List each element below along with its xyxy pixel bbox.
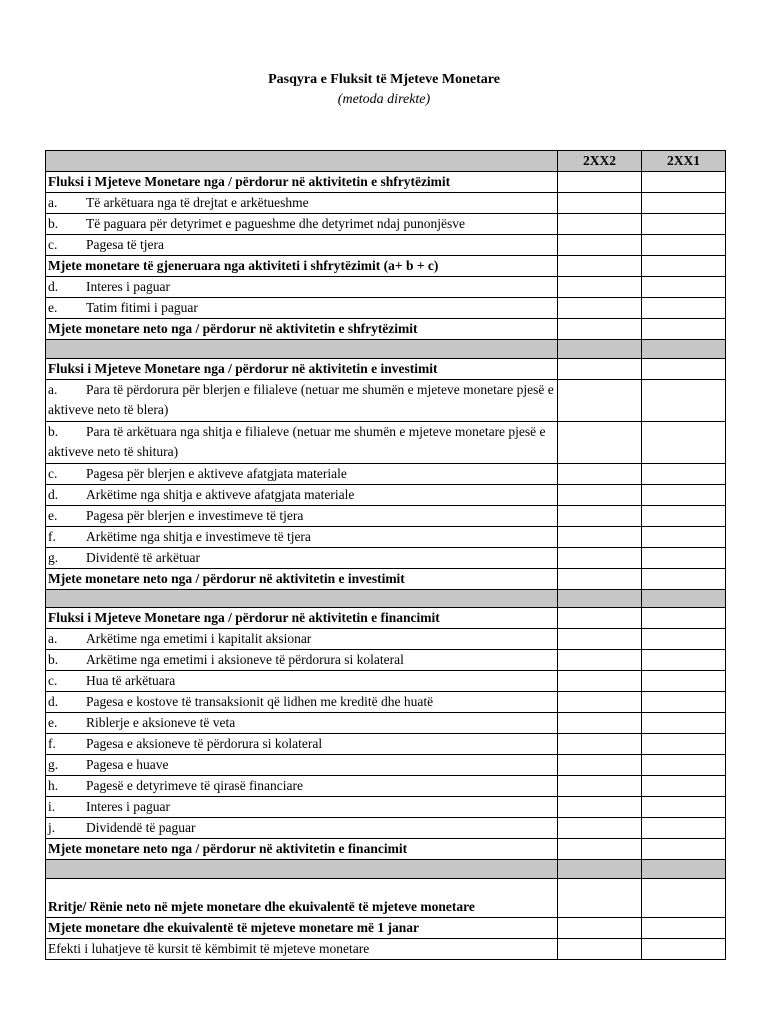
table-row — [46, 608, 726, 629]
table-row — [46, 526, 726, 547]
value-cell-2xx1[interactable] — [642, 484, 726, 505]
value-cell-2xx1[interactable] — [642, 818, 726, 839]
value-cell-2xx2[interactable] — [558, 193, 642, 214]
table-row — [46, 797, 726, 818]
value-cell-2xx1[interactable] — [642, 755, 726, 776]
value-cell-2xx2[interactable] — [558, 776, 642, 797]
value-cell-2xx2[interactable] — [558, 340, 642, 359]
row-letter: f. — [48, 528, 56, 544]
value-cell-2xx2[interactable] — [558, 797, 642, 818]
row-letter: f. — [48, 736, 56, 751]
table-row — [46, 358, 726, 379]
row-label — [46, 340, 558, 359]
row-text: Pagesë e detyrimeve të qirasë financiare — [86, 778, 304, 793]
value-cell-2xx2[interactable] — [558, 526, 642, 547]
row-text: Hua të arkëtuara — [86, 673, 176, 688]
row-text: Tatim fitimi i paguar — [86, 300, 198, 315]
value-cell-2xx1[interactable] — [642, 650, 726, 671]
value-cell-2xx1[interactable] — [642, 358, 726, 379]
value-cell-2xx1[interactable] — [642, 463, 726, 484]
table-row — [46, 256, 726, 277]
cash-flow-table — [45, 150, 726, 960]
value-cell-2xx2[interactable] — [558, 505, 642, 526]
value-cell-2xx1[interactable] — [642, 692, 726, 713]
value-cell-2xx2[interactable] — [558, 713, 642, 734]
row-text: Para të arkëtuara nga shitja e filialeve (netuar me shumën e mjeteve monetare pjesë e aktiveve neto të shitura) — [48, 423, 546, 459]
table-row — [46, 547, 726, 568]
row-label — [46, 589, 558, 608]
row-label — [46, 526, 558, 547]
row-label — [46, 484, 558, 505]
value-cell-2xx2[interactable] — [558, 298, 642, 319]
value-cell-2xx1[interactable] — [642, 256, 726, 277]
value-cell-2xx2[interactable] — [558, 755, 642, 776]
row-label — [46, 734, 558, 755]
value-cell-2xx2[interactable] — [558, 319, 642, 340]
table-row — [46, 421, 726, 463]
row-text: Riblerje e aksioneve të veta — [86, 715, 236, 730]
row-text: Mjete monetare neto nga / përdorur në aktivitetin e financimit — [48, 841, 408, 856]
row-label — [46, 421, 558, 463]
row-text: Interes i paguar — [86, 279, 170, 294]
value-cell-2xx1[interactable] — [642, 505, 726, 526]
value-cell-2xx2[interactable] — [558, 235, 642, 256]
value-cell-2xx1[interactable] — [642, 172, 726, 193]
row-text: Të paguara për detyrimet e pagueshme dhe detyrimet ndaj punonjësve — [86, 216, 465, 231]
row-label — [46, 568, 558, 589]
row-label — [46, 547, 558, 568]
value-cell-2xx2[interactable] — [558, 917, 642, 938]
value-cell-2xx1[interactable] — [642, 214, 726, 235]
separator-row — [46, 340, 726, 359]
row-letter: c. — [48, 237, 58, 252]
row-letter: b. — [48, 216, 59, 231]
table-row — [46, 193, 726, 214]
value-cell-2xx1[interactable] — [642, 860, 726, 879]
row-letter: e. — [48, 715, 58, 730]
value-cell-2xx2[interactable] — [558, 256, 642, 277]
table-row — [46, 235, 726, 256]
separator-row — [46, 860, 726, 879]
value-cell-2xx2[interactable] — [558, 671, 642, 692]
value-cell-2xx1[interactable] — [642, 298, 726, 319]
value-cell-2xx2[interactable] — [558, 547, 642, 568]
column-header-2xx2: 2XX2 — [558, 151, 642, 172]
row-label — [46, 358, 558, 379]
row-label — [46, 671, 558, 692]
value-cell-2xx1[interactable] — [642, 938, 726, 959]
value-cell-2xx1[interactable] — [642, 878, 726, 917]
table-row — [46, 734, 726, 755]
table-row — [46, 818, 726, 839]
table-row — [46, 713, 726, 734]
value-cell-2xx2[interactable] — [558, 650, 642, 671]
row-text: Mjete monetare të gjeneruara nga aktiviteti i shfrytëzimit (a+ b + c) — [48, 258, 439, 273]
table-row — [46, 172, 726, 193]
row-text: Pagesa e kostove të transaksionit që lidhen me kreditë dhe huatë — [86, 694, 434, 709]
value-cell-2xx2[interactable] — [558, 172, 642, 193]
value-cell-2xx2[interactable] — [558, 484, 642, 505]
table-row — [46, 298, 726, 319]
table-header-row — [46, 151, 726, 172]
row-label — [46, 713, 558, 734]
table-row — [46, 629, 726, 650]
value-cell-2xx1[interactable] — [642, 713, 726, 734]
row-label — [46, 256, 558, 277]
row-label — [46, 818, 558, 839]
row-text: Arkëtime nga emetimi i aksioneve të përdorura si kolateral — [86, 652, 404, 667]
value-cell-2xx1[interactable] — [642, 547, 726, 568]
table-row — [46, 463, 726, 484]
row-label — [46, 839, 558, 860]
table-row — [46, 671, 726, 692]
row-label — [46, 235, 558, 256]
value-cell-2xx2[interactable] — [558, 379, 642, 421]
row-text: Arkëtime nga emetimi i kapitalit aksionar — [86, 631, 312, 646]
row-label — [46, 379, 558, 421]
row-letter: g. — [48, 549, 59, 565]
value-cell-2xx1[interactable] — [642, 379, 726, 421]
row-label — [46, 172, 558, 193]
row-label — [46, 608, 558, 629]
row-letter: d. — [48, 486, 59, 502]
row-letter: h. — [48, 778, 59, 793]
row-letter: d. — [48, 694, 59, 709]
table-row — [46, 650, 726, 671]
column-header-2xx1: 2XX1 — [642, 151, 726, 172]
row-label — [46, 629, 558, 650]
table-row — [46, 277, 726, 298]
value-cell-2xx1[interactable] — [642, 776, 726, 797]
value-cell-2xx1[interactable] — [642, 589, 726, 608]
value-cell-2xx1[interactable] — [642, 193, 726, 214]
value-cell-2xx1[interactable] — [642, 629, 726, 650]
table-row — [46, 839, 726, 860]
table-row — [46, 878, 726, 917]
row-label — [46, 755, 558, 776]
row-label — [46, 319, 558, 340]
row-text: Fluksi i Mjeteve Monetare nga / përdorur në aktivitetin e financimit — [48, 610, 440, 625]
table-row — [46, 755, 726, 776]
table-row — [46, 319, 726, 340]
value-cell-2xx2[interactable] — [558, 358, 642, 379]
row-label — [46, 193, 558, 214]
row-label — [46, 860, 558, 879]
value-cell-2xx2[interactable] — [558, 692, 642, 713]
value-cell-2xx2[interactable] — [558, 463, 642, 484]
row-text: Pagesa e aksioneve të përdorura si kolateral — [86, 736, 323, 751]
table-row — [46, 379, 726, 421]
value-cell-2xx2[interactable] — [558, 608, 642, 629]
value-cell-2xx1[interactable] — [642, 277, 726, 298]
value-cell-2xx2[interactable] — [558, 421, 642, 463]
row-label — [46, 214, 558, 235]
row-text: Fluksi i Mjeteve Monetare nga / përdorur në aktivitetin e investimit — [48, 360, 438, 376]
value-cell-2xx2[interactable] — [558, 938, 642, 959]
value-cell-2xx2[interactable] — [558, 277, 642, 298]
row-letter: b. — [48, 423, 59, 439]
value-cell-2xx2[interactable] — [558, 734, 642, 755]
row-letter: j. — [48, 820, 56, 835]
table-row — [46, 568, 726, 589]
row-label — [46, 776, 558, 797]
table-row — [46, 776, 726, 797]
row-text: Para të përdorura për blerjen e filialeve (netuar me shumën e mjeteve monetare pjesë e aktiveve neto të blera) — [48, 381, 554, 417]
table-row — [46, 938, 726, 959]
separator-row — [46, 589, 726, 608]
row-letter: a. — [48, 631, 58, 646]
document-subtitle: (metoda direkte) — [337, 92, 431, 107]
value-cell-2xx1[interactable] — [642, 917, 726, 938]
table-row — [46, 214, 726, 235]
row-text: Pagesa e huave — [86, 757, 169, 772]
row-text: Fluksi i Mjeteve Monetare nga / përdorur në aktivitetin e shfrytëzimit — [48, 174, 451, 189]
table-row — [46, 692, 726, 713]
row-letter: e. — [48, 300, 58, 315]
row-label — [46, 938, 558, 959]
row-letter: i. — [48, 799, 56, 814]
row-text: Pagesa për blerjen e aktiveve afatgjata materiale — [86, 465, 347, 481]
header-blank-cell — [46, 151, 558, 172]
value-cell-2xx1[interactable] — [642, 526, 726, 547]
value-cell-2xx2[interactable] — [558, 214, 642, 235]
row-text: Të arkëtuara nga të drejtat e arkëtueshme — [86, 195, 309, 210]
row-text: Dividentë të arkëtuar — [86, 549, 200, 565]
document-title: Pasqyra e Fluksit të Mjeteve Monetare — [268, 72, 500, 87]
row-letter: b. — [48, 652, 59, 667]
value-cell-2xx1[interactable] — [642, 839, 726, 860]
value-cell-2xx2[interactable] — [558, 568, 642, 589]
row-label — [46, 797, 558, 818]
value-cell-2xx2[interactable] — [558, 818, 642, 839]
row-letter: g. — [48, 757, 59, 772]
value-cell-2xx1[interactable] — [642, 319, 726, 340]
row-letter: d. — [48, 279, 59, 294]
value-cell-2xx1[interactable] — [642, 671, 726, 692]
value-cell-2xx1[interactable] — [642, 797, 726, 818]
row-text: Arkëtime nga shitja e aktiveve afatgjata materiale — [86, 486, 355, 502]
value-cell-2xx2[interactable] — [558, 629, 642, 650]
row-text: Mjete monetare neto nga / përdorur në aktivitetin e investimit — [48, 570, 405, 586]
row-letter: a. — [48, 381, 58, 397]
row-label — [46, 917, 558, 938]
row-label — [46, 692, 558, 713]
row-label — [46, 277, 558, 298]
value-cell-2xx1[interactable] — [642, 568, 726, 589]
value-cell-2xx2[interactable] — [558, 860, 642, 879]
table-row — [46, 484, 726, 505]
row-label — [46, 878, 558, 917]
row-text: Pagesa për blerjen e investimeve të tjera — [86, 507, 304, 523]
row-letter: c. — [48, 465, 58, 481]
row-text: Mjete monetare neto nga / përdorur në aktivitetin e shfrytëzimit — [48, 321, 418, 336]
table-row — [46, 505, 726, 526]
value-cell-2xx1[interactable] — [642, 340, 726, 359]
value-cell-2xx2[interactable] — [558, 839, 642, 860]
value-cell-2xx1[interactable] — [642, 734, 726, 755]
row-letter: c. — [48, 673, 58, 688]
value-cell-2xx1[interactable] — [642, 421, 726, 463]
value-cell-2xx2[interactable] — [558, 589, 642, 608]
row-text: Efekti i luhatjeve të kursit të këmbimit të mjeteve monetare — [48, 940, 370, 956]
value-cell-2xx1[interactable] — [642, 608, 726, 629]
row-label — [46, 505, 558, 526]
row-text: Interes i paguar — [86, 799, 170, 814]
row-text: Rritje/ Rënie neto në mjete monetare dhe ekuivalentë të mjeteve monetare — [48, 898, 475, 914]
row-label — [46, 463, 558, 484]
row-text: Pagesa të tjera — [86, 237, 164, 252]
row-letter: e. — [48, 507, 58, 523]
row-text: Dividendë të paguar — [86, 820, 196, 835]
row-text: Mjete monetare dhe ekuivalentë të mjeteve monetare më 1 janar — [48, 919, 419, 935]
row-text: Arkëtime nga shitja e investimeve të tjera — [86, 528, 311, 544]
value-cell-2xx2[interactable] — [558, 878, 642, 917]
row-letter: a. — [48, 195, 58, 210]
row-label — [46, 298, 558, 319]
value-cell-2xx1[interactable] — [642, 235, 726, 256]
row-label — [46, 650, 558, 671]
table-row — [46, 917, 726, 938]
